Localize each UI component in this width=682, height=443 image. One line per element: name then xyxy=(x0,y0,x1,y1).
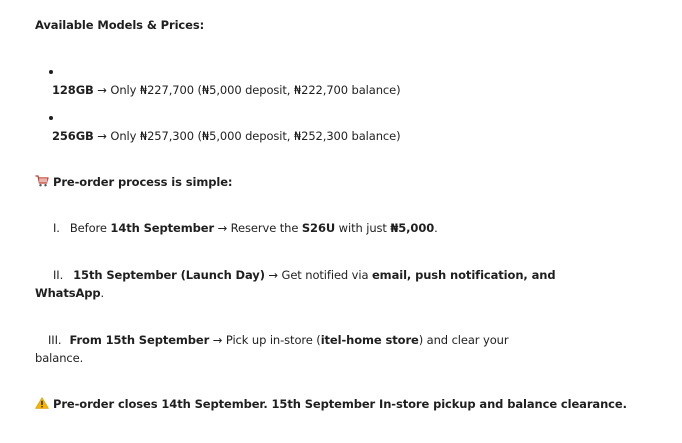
closing-notice xyxy=(35,397,627,411)
step-date: 15th September (Launch Day) xyxy=(73,268,265,282)
step-channels-cont: WhatsApp xyxy=(35,286,101,300)
model-item-256gb xyxy=(52,129,401,143)
model-price: ₦257,300 xyxy=(139,129,194,143)
section-heading: Available Models & Prices: xyxy=(35,18,205,32)
model-item-128gb xyxy=(52,83,401,97)
model-detail: (₦5,000 deposit, ₦252,300 balance) xyxy=(193,129,401,143)
warning-icon xyxy=(35,397,49,409)
step-3 xyxy=(48,333,508,347)
step-pre: Before xyxy=(69,221,111,235)
model-size: 256GB xyxy=(52,129,94,143)
step-3-continued: balance. xyxy=(35,351,84,365)
step-mid: → Get notified via xyxy=(264,268,372,282)
model-arrow: → Only xyxy=(93,129,140,143)
preorder-heading xyxy=(35,175,232,189)
step-number: III. xyxy=(48,333,62,347)
step-date: 14th September xyxy=(110,221,215,235)
step-store: itel-home store xyxy=(320,333,419,347)
model-detail: (₦5,000 deposit, ₦222,700 balance) xyxy=(193,83,401,97)
model-size: 128GB xyxy=(52,83,94,97)
step-2-continued xyxy=(35,286,104,300)
preorder-title: Pre-order process is simple: xyxy=(53,175,233,189)
notice-text: Pre-order closes 14th September. 15th September In-store pickup and balance clearance. xyxy=(53,397,627,411)
step-number: I. xyxy=(53,221,60,235)
step-2 xyxy=(53,268,555,282)
step-amount: ₦5,000 xyxy=(390,221,435,235)
model-arrow: → Only xyxy=(93,83,140,97)
step-end: . xyxy=(434,221,438,235)
model-price: ₦227,700 xyxy=(139,83,194,97)
step-mid: → Pick up in-store ( xyxy=(209,333,321,347)
step-number: II. xyxy=(53,268,64,282)
step-channels: email, push notification, and xyxy=(371,268,556,282)
step-mid: → Reserve the xyxy=(214,221,302,235)
step-date: From 15th September xyxy=(69,333,210,347)
shopping-cart-icon xyxy=(35,175,49,187)
step-1 xyxy=(53,221,438,235)
step-mid2: ) and clear your xyxy=(418,333,509,347)
step-end: . xyxy=(100,286,105,300)
step-mid2: with just xyxy=(335,221,391,235)
step-model: S26U xyxy=(301,221,336,235)
bullet-dot xyxy=(49,116,53,120)
bullet-dot xyxy=(49,70,53,74)
